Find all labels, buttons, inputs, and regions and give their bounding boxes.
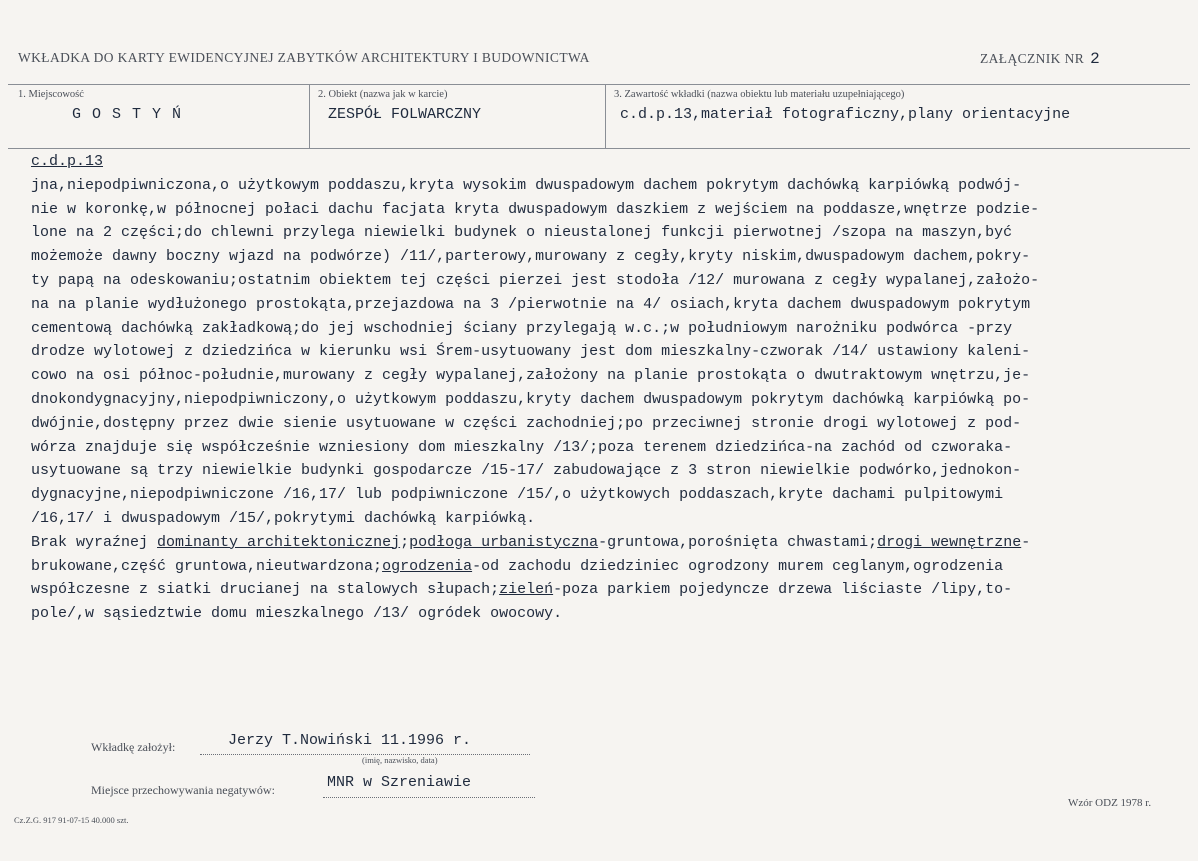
- description-text: [31, 150, 1191, 626]
- form-model: Wzór ODZ 1978 r.: [1068, 797, 1152, 809]
- continuation-heading: c.d.p.13: [31, 153, 104, 170]
- para2-text: ;: [400, 533, 410, 551]
- object-value: ZESPÓŁ FOLWARCZNY: [328, 106, 482, 123]
- underlined-term: drogi wewnętrzne: [877, 533, 1022, 551]
- print-code: Cz.Z.G. 917 91-07-15 40.000 szt.: [14, 815, 129, 825]
- body-line: usytuowane są trzy niewielkie budynki gospodarcze /15-17/ zabudowające z 3 stron niewielkie podwórko,jednokon-: [31, 462, 1022, 480]
- body-line: możemoże dawny boczny wjazd na podwórze) /11/,parterowy,murowany z cegły,kryty niskim,dwuspadowym dachem,pokry-: [31, 248, 1031, 266]
- body-line: cowo na osi północ-południe,murowany z cegły wypalanej,założony na planie prostokąta o dwutraktowym wnętrzu,je-: [31, 367, 1031, 385]
- para2-text: pole/,w sąsiedztwie domu mieszkalnego /13/ ogródek owocowy.: [31, 605, 563, 623]
- created-by-caption: (imię, nazwisko, data): [362, 755, 438, 765]
- body-line: dwójnie,dostępny przez dwie sienie usytuowane w części zachodniej;po przeciwnej stronie drogi wylotowej z pod-: [31, 414, 1022, 432]
- annex-number: 2: [1090, 50, 1101, 68]
- locality-value: G O S T Y Ń: [72, 106, 183, 123]
- body-line: dygnacyjne,niepodpiwniczone /16,17/ lub podpiwniczone /15/,o użytkowych poddaszach,kryte dachami pulpitowymi: [31, 486, 1004, 504]
- table-divider-1: [309, 84, 310, 148]
- storage-label: Miejsce przechowywania negatywów:: [91, 783, 275, 797]
- contents-label: 3. Zawartość wkładki (nazwa obiektu lub materiału uzupełniającego): [614, 89, 905, 100]
- object-label: 2. Obiekt (nazwa jak w karcie): [318, 89, 448, 100]
- underlined-term: podłoga urbanistyczna: [409, 533, 599, 551]
- body-line: na na planie wydłużonego prostokąta,przejazdowa na 3 /pierwotnie na 4/ osiach,kryta dachem dwuspadowym pokrytym: [31, 295, 1031, 313]
- body-line: wórza znajduje się współcześnie wzniesiony dom mieszkalny /13/;poza terenem dziedzińca-na zachód od czworaka-: [31, 438, 1013, 456]
- para2-text: Brak wyraźnej: [31, 533, 158, 551]
- body-line: nie w koronkę,w północnej połaci dachu facjata kryta dwuspadowym daszkiem z wejściem na poddasze,wnętrze podzie-: [31, 200, 1040, 218]
- para2-text: -od zachodu dziedziniec ogrodzony murem ceglanym,ogrodzenia: [472, 557, 1004, 575]
- underlined-term: zieleń: [499, 581, 554, 599]
- para2-text: brukowane,część gruntowa,nieutwardzona;: [31, 557, 383, 575]
- para2-text: -: [1021, 533, 1031, 551]
- underlined-term: dominanty architektonicznej: [157, 533, 401, 551]
- body-line: ty papą na odeskowaniu;ostatnim obiektem tej części pierzei jest stodoła /12/ murowana z cegły wypalanej,założo-: [31, 271, 1040, 289]
- storage-value: MNR w Szreniawie: [327, 774, 472, 791]
- body-line: jna,niepodpiwniczona,o użytkowym poddaszu,kryta wysokim dwuspadowym dachem pokrytym dachówką karpiówką podwój-: [31, 176, 1022, 194]
- created-by-value: Jerzy T.Nowiński 11.1996 r.: [228, 732, 472, 749]
- para2-text: -poza parkiem pojedyncze drzewa liściaste /lipy,to-: [553, 581, 1013, 599]
- annex-label-text: ZAŁĄCZNIK NR: [980, 51, 1085, 66]
- locality-label: 1. Miejscowość: [18, 89, 84, 100]
- body-line: cementową dachówką zakładkową;do jej wschodniej ściany przylegają w.c.;w południowym narożniku podwórca -przy: [31, 319, 1013, 337]
- underlined-term: ogrodzenia: [382, 557, 473, 575]
- body-line: /16,17/ i dwuspadowym /15/,pokrytymi dachówką karpiówką.: [31, 509, 536, 527]
- annex-label: [980, 50, 1100, 68]
- body-line: dnokondygnacyjny,niepodpiwniczony,o użytkowym poddaszu,kryty dachem dwuspadowym pokrytym dachówką karpiówką po-: [31, 390, 1031, 408]
- created-by-label: Wkładkę założył:: [91, 740, 176, 754]
- storage-dotline: [323, 797, 535, 798]
- para2-text: -gruntowa,porośnięta chwastami;: [598, 533, 878, 551]
- body-line: drodze wylotowej z dziedzińca w kierunku wsi Śrem-usytuowany jest dom mieszkalny-czworak /14/ ustawiony kaleni-: [31, 343, 1031, 361]
- contents-value: c.d.p.13,materiał fotograficzny,plany orientacyjne: [620, 106, 1071, 123]
- table-divider-2: [605, 84, 606, 148]
- para2-text: współczesne z siatki drucianej na stalowych słupach;: [31, 581, 500, 599]
- form-title: WKŁADKA DO KARTY EWIDENCYJNEJ ZABYTKÓW ARCHITEKTURY I BUDOWNICTWA: [18, 50, 590, 65]
- table-bottom-border: [8, 148, 1190, 149]
- table-top-border: [8, 84, 1190, 85]
- body-line: lone na 2 części;do chlewni przylega niewielki budynek o nieustalonej funkcji pierwotnej /szopa na maszyn,być: [31, 224, 1013, 242]
